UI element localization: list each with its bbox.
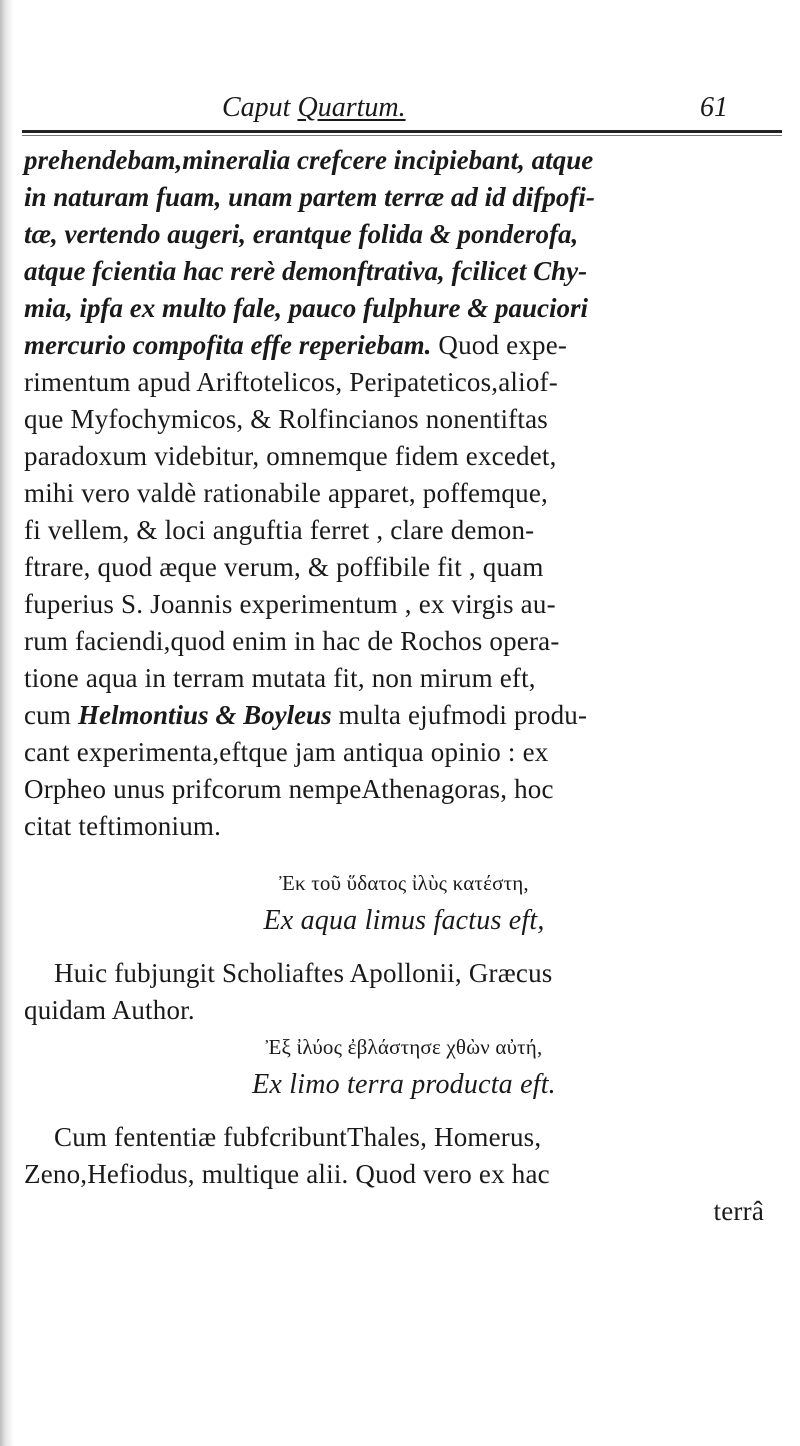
page-number: 61 bbox=[700, 92, 728, 123]
latin-quote-1: Ex aqua limus factus eft, bbox=[263, 905, 545, 936]
text-line: paradoxum videbitur, omnemque fidem excedet, bbox=[24, 441, 557, 471]
body-text bbox=[24, 142, 784, 1230]
text-line: mia, ipfa ex multo fale, pauco fulphure & pauciori bbox=[24, 293, 589, 323]
author-names: Helmontius & Boyleus bbox=[78, 700, 332, 730]
text-line: citat teftimonium. bbox=[24, 811, 222, 841]
greek-quote-1: Ἐκ τοῦ ὕδατος ἰλὺς κατέστη, bbox=[279, 871, 529, 895]
running-head-title bbox=[222, 92, 406, 124]
text-line: fuperius S. Joannis experimentum , ex virgis au- bbox=[24, 589, 556, 619]
italic-segment: mercurio compofita effe reperiebam. bbox=[24, 330, 432, 360]
text-line-mixed bbox=[24, 697, 784, 734]
text-line: Cum fententiæ fubfcribuntThales, Homerus, bbox=[54, 1122, 542, 1152]
roman-segment: multa ejufmodi produ- bbox=[331, 700, 588, 730]
text-line: Huic fubjungit Scholiaftes Apollonii, Græcus bbox=[54, 958, 553, 988]
roman-segment: cum bbox=[24, 700, 79, 730]
latin-quote-2: Ex limo terra producta eft. bbox=[252, 1069, 556, 1100]
roman-segment: Quod expe- bbox=[431, 330, 568, 360]
header-rule-thin bbox=[22, 135, 782, 136]
text-line: Orpheo unus prifcorum nempeAthenagoras, hoc bbox=[24, 774, 554, 804]
text-line-mixed bbox=[24, 327, 784, 364]
text-line: fi vellem, & loci anguftia ferret , clare demon- bbox=[24, 515, 535, 545]
title-quartum: Quartum. bbox=[297, 92, 406, 123]
text-line: tæ, vertendo augeri, erantque folida & ponderofa, bbox=[24, 219, 579, 249]
page-gutter-shadow bbox=[0, 0, 14, 1446]
text-line: tione aqua in terram mutata fit, non mirum eft, bbox=[24, 663, 536, 693]
text-line: mihi vero valdè rationabile apparet, poffemque, bbox=[24, 478, 548, 508]
text-line: in naturam fuam, unam partem terræ ad id difpofi- bbox=[24, 182, 595, 212]
text-line: cant experimenta,eftque jam antiqua opinio : ex bbox=[24, 737, 549, 767]
greek-quote-2: Ἐξ ἰλύος ἐβλάστησε χθὼν αὐτή, bbox=[265, 1035, 543, 1059]
text-line: ftrare, quod æque verum, & poffibile fit , quam bbox=[24, 552, 544, 582]
text-line: prehendebam,mineralia crefcere incipiebant, atque bbox=[24, 145, 594, 175]
header-rule bbox=[22, 130, 782, 133]
text-line: quidam Author. bbox=[24, 995, 195, 1025]
text-line: Zeno,Hefiodus, multique alii. Quod vero ex hac bbox=[24, 1159, 550, 1189]
catchword: terrâ bbox=[713, 1196, 764, 1226]
running-header bbox=[0, 92, 800, 132]
text-line: rimentum apud Ariftotelicos, Peripateticos,aliof- bbox=[24, 367, 558, 397]
text-line: atque fcientia hac rerè demonftrativa, fcilicet Chy- bbox=[24, 256, 588, 286]
text-line: que Myfochymicos, & Rolfincianos nonentiftas bbox=[24, 404, 548, 434]
title-caput: Caput bbox=[222, 92, 298, 123]
text-line: rum faciendi,quod enim in hac de Rochos opera- bbox=[24, 626, 560, 656]
